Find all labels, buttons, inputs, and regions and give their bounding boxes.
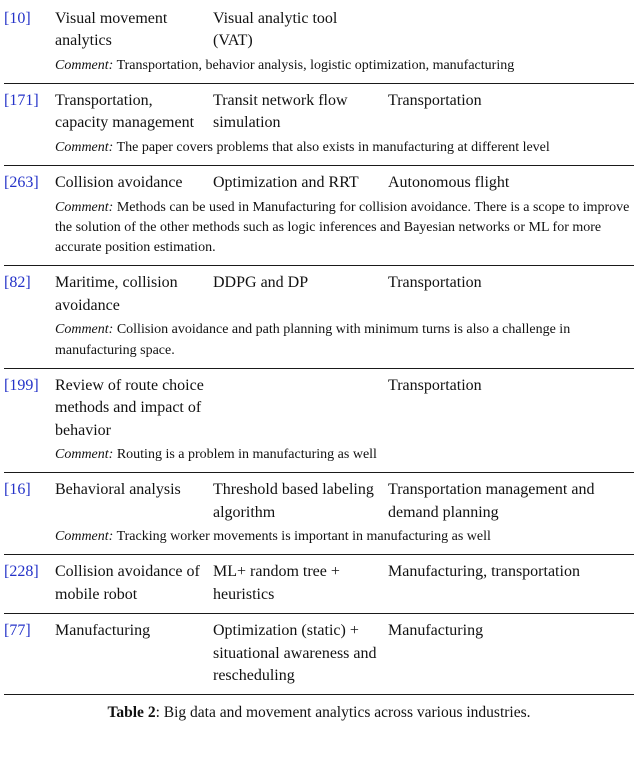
topic-cell: Behavioral analysis <box>55 481 181 499</box>
citation-ref[interactable]: [82] <box>4 274 31 292</box>
industry-cell: Transportation <box>388 274 482 292</box>
table-row-main <box>4 479 634 524</box>
comment-row <box>55 56 634 76</box>
table-row <box>4 555 634 614</box>
table-row-main <box>4 375 634 442</box>
method-cell: DDPG and DP <box>213 274 309 292</box>
comment-text: Transportation, behavior analysis, logistic optimization, manufacturing <box>116 57 515 73</box>
comment-row <box>55 527 634 547</box>
industry-cell: Transportation <box>388 92 482 110</box>
comment-row <box>55 320 634 361</box>
method-cell: Visual analytic tool (VAT) <box>213 10 338 50</box>
table-row-main <box>4 90 634 135</box>
comment-label: Comment: <box>55 57 114 73</box>
table-row-main <box>4 561 634 606</box>
comment-text: Methods can be used in Manufacturing for collision avoidance. There is a scope to improve the solution of the other methods such as logic inferences and Bayesian networks or ML for more accurate position estimation. <box>55 199 630 256</box>
comment-text: Routing is a problem in manufacturing as well <box>116 446 377 462</box>
comment-row <box>55 198 634 259</box>
method-cell: Threshold based labeling algorithm <box>213 481 374 521</box>
method-cell: Transit network flow simulation <box>213 92 348 132</box>
industry-cell: Autonomous flight <box>388 174 510 192</box>
comment-text: The paper covers problems that also exists in manufacturing at different level <box>116 139 550 155</box>
table-caption <box>4 695 634 732</box>
topic-cell: Transportation, capacity management <box>55 92 195 132</box>
comment-row <box>55 138 634 158</box>
table-row-main <box>4 172 634 194</box>
citation-ref[interactable]: [77] <box>4 622 31 640</box>
table-row <box>4 266 634 368</box>
table-caption-label: Table 2 <box>107 704 156 722</box>
table-row <box>4 614 634 695</box>
industry-cell: Transportation <box>388 376 482 394</box>
method-cell: Optimization and RRT <box>213 174 359 192</box>
industry-cell: Transportation management and demand planning <box>388 481 595 521</box>
topic-cell: Manufacturing <box>55 622 151 640</box>
topic-cell: Collision avoidance <box>55 174 183 192</box>
comment-label: Comment: <box>55 322 114 338</box>
citation-ref[interactable]: [199] <box>4 376 39 394</box>
industry-cell: Manufacturing, transportation <box>388 563 580 581</box>
comment-label: Comment: <box>55 139 114 155</box>
topic-cell: Maritime, collision avoidance <box>55 274 178 314</box>
comment-label: Comment: <box>55 199 114 215</box>
comment-row <box>55 445 634 465</box>
comment-label: Comment: <box>55 529 114 545</box>
industry-cell: Manufacturing <box>388 622 484 640</box>
table-row-main <box>4 272 634 317</box>
table-row <box>4 369 634 473</box>
table-row-main <box>4 8 634 53</box>
citation-ref[interactable]: [16] <box>4 481 31 499</box>
table-row <box>4 166 634 266</box>
topic-cell: Collision avoidance of mobile robot <box>55 563 200 603</box>
comment-text: Collision avoidance and path planning with minimum turns is also a challenge in manufacturing space. <box>55 322 571 358</box>
table-row <box>4 2 634 84</box>
citation-ref[interactable]: [263] <box>4 174 39 192</box>
comment-text: Tracking worker movements is important in manufacturing as well <box>116 529 491 545</box>
comment-label: Comment: <box>55 446 114 462</box>
table-row <box>4 84 634 166</box>
method-cell: Optimization (static) + situational awareness and rescheduling <box>213 622 377 684</box>
citation-ref[interactable]: [228] <box>4 563 39 581</box>
table-row <box>4 473 634 555</box>
table-caption-text: : Big data and movement analytics across various industries. <box>155 704 531 722</box>
citation-ref[interactable]: [10] <box>4 10 31 27</box>
citation-ref[interactable]: [171] <box>4 92 39 110</box>
topic-cell: Review of route choice methods and impact of behavior <box>55 376 204 439</box>
topic-cell: Visual movement analytics <box>55 10 168 50</box>
table-row-main <box>4 620 634 687</box>
method-cell: ML+ random tree + heuristics <box>213 563 340 603</box>
